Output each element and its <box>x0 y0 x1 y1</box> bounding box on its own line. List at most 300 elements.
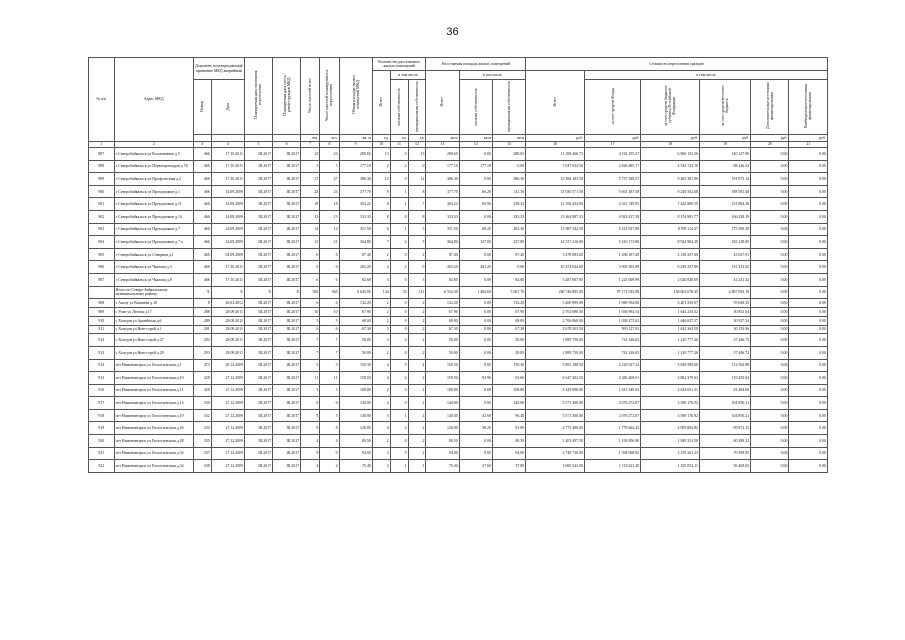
table-row <box>89 307 828 316</box>
cell-num: 466 <box>193 160 211 173</box>
cell-area: 87.40 <box>339 248 372 261</box>
table-row <box>89 248 828 261</box>
cell-c3: 1 825 852.11 <box>641 460 700 473</box>
cell-d2: III.2017 <box>273 173 301 186</box>
cell-n: 911 <box>89 325 115 334</box>
cell-r1: 3 <box>301 384 320 397</box>
cell-c1: 13 987 542.50 <box>526 223 585 236</box>
cell-q2: 0 <box>390 248 408 261</box>
cell-c2: 1 225 009.99 <box>584 273 640 286</box>
cell-a2: 93.90 <box>459 372 492 385</box>
cell-c4: 89 872.15 <box>699 422 750 435</box>
cell-r1: 23 <box>301 148 320 161</box>
cell-a3: 386.30 <box>492 173 525 186</box>
unit-cell: кв.м <box>459 135 492 142</box>
cell-c1: 11 168 466.73 <box>526 148 585 161</box>
cell-a2: 263.20 <box>459 261 492 274</box>
cell-area: 132.20 <box>339 299 372 308</box>
cell-d1: III.2017 <box>244 372 272 385</box>
cell-q2: 2 <box>390 160 408 173</box>
cell-a1: 263.20 <box>426 261 459 274</box>
cell-d1: III.2017 <box>244 307 272 316</box>
cell-c3: 6 866 153.56 <box>641 148 700 161</box>
cell-num: 338 <box>193 460 211 473</box>
cell-c3: 8 924 904.29 <box>641 236 700 249</box>
cell-c6: 0.00 <box>789 307 828 316</box>
cell-a3: 333.33 <box>492 210 525 223</box>
cell-c3: 1 646 657.37 <box>641 316 700 325</box>
table-row <box>89 273 828 286</box>
cell-q2: 1 <box>390 460 408 473</box>
cell-date: 17.10.2011 <box>211 148 244 161</box>
cell-c2: 4 162 185.27 <box>584 148 640 161</box>
header-cost-extra: Дополнительные источники финансирования <box>751 80 789 135</box>
cell-c5: 0.00 <box>751 261 789 274</box>
cell-a3: 81.80 <box>492 422 525 435</box>
cell-date: 28.09.2011 <box>211 307 244 316</box>
cell-d1: III.2017 <box>244 261 272 274</box>
cell-c5: 0.00 <box>751 397 789 410</box>
cell-c1: 15 394 183.50 <box>526 173 585 186</box>
cell-num: 332 <box>193 409 211 422</box>
cell-r1: 4 <box>301 460 320 473</box>
cell-addr: с Усин ул Лесная д.17 <box>114 307 193 316</box>
cell-r1: 6 <box>301 299 320 308</box>
cell-r1: 27 <box>301 173 320 186</box>
cell-date: 27.12.2009 <box>211 384 244 397</box>
cell-c4: 131 413.02 <box>699 261 750 274</box>
cell-d2: III.2017 <box>273 346 301 359</box>
cell-q2: 1 <box>390 223 408 236</box>
cell-a1: 87.40 <box>426 248 459 261</box>
cell-a1: 50.00 <box>426 334 459 347</box>
cell-c5: 0.00 <box>751 435 789 448</box>
cell-a1: 351.50 <box>426 223 459 236</box>
cell-r1: 14 <box>301 223 320 236</box>
cell-c1: 260 746 895.00 <box>526 286 585 299</box>
cell-n: 898 <box>89 160 115 173</box>
cell-a3: 50.00 <box>492 334 525 347</box>
cell-addr: г Северобайкальск ул Северная д.1 <box>114 248 193 261</box>
cell-c1: 2 706 060.00 <box>526 316 585 325</box>
column-number-cell: 20 <box>751 142 789 148</box>
cell-area: 6 643.06 <box>339 286 372 299</box>
cell-q1: 2 <box>372 384 390 397</box>
table-row <box>89 316 828 325</box>
unit-cell: руб. <box>751 135 789 142</box>
unit-cell: кв.м <box>426 135 459 142</box>
cell-c6: 0.00 <box>789 409 828 422</box>
cell-d1: III.2017 <box>244 185 272 198</box>
cell-n: 902 <box>89 210 115 223</box>
cell-r2: 6 <box>320 325 339 334</box>
cell-n: 906 <box>89 261 115 274</box>
cell-n: 915 <box>89 372 115 385</box>
cell-d1: III.2017 <box>244 173 272 186</box>
cell-r1: 5 <box>301 316 320 325</box>
cell-d1: III.2017 <box>244 359 272 372</box>
cell-c1: 10 474 044.00 <box>526 261 585 274</box>
cell-a1: 333.33 <box>426 210 459 223</box>
cell-c4: 88 426.23 <box>699 160 750 173</box>
cell-q2: 0 <box>390 210 408 223</box>
cell-a2: 0.00 <box>459 435 492 448</box>
cell-a2: 38.20 <box>459 422 492 435</box>
cell-r1: 4 <box>301 435 320 448</box>
cell-date: 27.12.2009 <box>211 422 244 435</box>
cell-d1: X <box>244 286 272 299</box>
cell-c6: 0.00 <box>789 273 828 286</box>
unit-cell: руб. <box>789 135 828 142</box>
cell-q1: 2 <box>372 261 390 274</box>
table-row <box>89 334 828 347</box>
cell-a2: 0.00 <box>459 299 492 308</box>
cell-num: 335 <box>193 435 211 448</box>
header-residents: Число жителей всего <box>301 58 320 135</box>
cell-c4: 175 500.29 <box>699 223 750 236</box>
cell-q1: 9 <box>372 185 390 198</box>
cell-a2: 0.00 <box>459 248 492 261</box>
cell-c2: 97 171 035.08 <box>584 286 640 299</box>
cell-n: 917 <box>89 397 115 410</box>
cell-c6: 0.00 <box>789 422 828 435</box>
cell-q3: 1 <box>408 460 426 473</box>
cell-q1: 2 <box>372 299 390 308</box>
cell-c1: 3 478 083.00 <box>526 248 585 261</box>
resettlement-table-wrap <box>88 57 828 473</box>
cell-c1: 15 030 571.50 <box>526 185 585 198</box>
column-number-cell: 17 <box>584 142 640 148</box>
cell-date: 14.09.2009 <box>211 185 244 198</box>
cell-q2: 2 <box>390 236 408 249</box>
cell-d1: III.2017 <box>244 384 272 397</box>
cell-area: 50.00 <box>339 346 372 359</box>
cell-addr: г Северобайкальск ул Проходчиков д.1 <box>114 185 193 198</box>
cell-d1: III.2017 <box>244 198 272 211</box>
cell-q2: 0 <box>390 307 408 316</box>
cell-c1: 4 775 400.00 <box>526 422 585 435</box>
cell-area: 82.60 <box>339 273 372 286</box>
cell-num: 330 <box>193 397 211 410</box>
cell-a2: 66.20 <box>459 185 492 198</box>
cell-n: 909 <box>89 307 115 316</box>
cell-a2: 0.00 <box>459 273 492 286</box>
cell-r2: 21 <box>320 236 339 249</box>
cell-d1: III.2017 <box>244 409 272 422</box>
cell-num: 288 <box>193 307 211 316</box>
cell-c4: 151 884.38 <box>699 198 750 211</box>
cell-a1: 50.00 <box>426 346 459 359</box>
cell-q2: 0 <box>390 384 408 397</box>
unit-cell: руб. <box>699 135 750 142</box>
cell-r2: 5 <box>320 160 339 173</box>
table-header <box>89 58 828 148</box>
header-cost-subject: за счет средств бюджета субъекта Российской Федерации <box>641 80 700 135</box>
cell-a2: 0.00 <box>459 325 492 334</box>
column-number-cell: 16 <box>526 142 585 148</box>
cell-addr: с Хоэгдон ул Нью-строй д.1 <box>114 325 193 334</box>
cell-date: 04.09.2009 <box>211 248 244 261</box>
cell-c2: 2 076 272.87 <box>584 409 640 422</box>
cell-addr: пгт Нижнеангарск ул Геологическая д.11 <box>114 384 193 397</box>
table-row <box>89 325 828 334</box>
cell-addr: г Северобайкальск ул Чкалова д.8 <box>114 273 193 286</box>
unit-cell: кв.м <box>492 135 525 142</box>
cell-a1: 150.30 <box>426 359 459 372</box>
cell-a1: 140.00 <box>426 409 459 422</box>
cell-c1: 4 329 696.00 <box>526 384 585 397</box>
header-cost-fund: за счет средств Фонда <box>584 80 640 135</box>
cell-r2: 5 <box>320 359 339 372</box>
cell-d2: III.2017 <box>273 422 301 435</box>
cell-q2: 0 <box>390 173 408 186</box>
table-row <box>89 160 828 173</box>
cell-d2: III.2017 <box>273 185 301 198</box>
cell-q3: 2 <box>408 299 426 308</box>
cell-c6: 0.00 <box>789 185 828 198</box>
cell-a3: 96.40 <box>492 409 525 422</box>
cell-c2: 3 903 392.99 <box>584 261 640 274</box>
cell-num: 291 <box>193 325 211 334</box>
cell-n: 905 <box>89 248 115 261</box>
cell-c1: 1 989 750.00 <box>526 334 585 347</box>
cell-d1: III.2017 <box>244 210 272 223</box>
cell-q3: 2 <box>408 447 426 460</box>
page-number: 36 <box>446 26 459 38</box>
cell-c5: 0.00 <box>751 248 789 261</box>
cell-q3: 5 <box>408 223 426 236</box>
cell-n: 903 <box>89 223 115 236</box>
cell-a1: 82.60 <box>426 273 459 286</box>
cell-a1: 377.70 <box>426 185 459 198</box>
cell-r1: 6 <box>301 248 320 261</box>
cell-a2: 0.00 <box>459 148 492 161</box>
table-row <box>89 409 828 422</box>
cell-area: 140.00 <box>339 397 372 410</box>
column-number-cell: 19 <box>699 142 750 148</box>
cell-c6: 0.00 <box>789 210 828 223</box>
cell-d1: III.2017 <box>244 460 272 473</box>
cell-date: 28.09.2011 <box>211 316 244 325</box>
cell-q2: 2 <box>390 372 408 385</box>
cell-c6: 0.00 <box>789 384 828 397</box>
cell-n: 901 <box>89 198 115 211</box>
cell-addr: пгт Нижнеангарск ул Геологическая д.14 <box>114 397 193 410</box>
cell-a3: 87.40 <box>492 248 525 261</box>
cell-a1: 140.00 <box>426 397 459 410</box>
column-number-cell: 15 <box>492 142 525 148</box>
units-row <box>89 135 828 142</box>
cell-r1: 13 <box>301 210 320 223</box>
cell-c5: 0.00 <box>751 185 789 198</box>
table-row <box>89 397 828 410</box>
cell-q2: 0 <box>390 435 408 448</box>
cell-c5: 0.00 <box>751 460 789 473</box>
cell-date: X <box>211 286 244 299</box>
cell-c6: 0.00 <box>789 173 828 186</box>
cell-q3: 2 <box>408 307 426 316</box>
cell-area: 108.80 <box>339 384 372 397</box>
cell-d2: III.2017 <box>273 447 301 460</box>
cell-num: 337 <box>193 447 211 460</box>
cell-c4: 37 446.72 <box>699 334 750 347</box>
cell-c3: 4 332 723.10 <box>641 160 700 173</box>
table-row <box>89 460 828 473</box>
cell-q2: 2 <box>390 422 408 435</box>
unit-cell <box>244 135 272 142</box>
cell-c2: 1 394 068.92 <box>584 447 640 460</box>
cell-date: 27.12.2009 <box>211 372 244 385</box>
cell-c2: 1 118 221.20 <box>584 460 640 473</box>
cell-a3: 0.00 <box>492 261 525 274</box>
cell-addr: пгт Нижнеангарск ул Геологическая д.33 <box>114 447 193 460</box>
header-cost-total: Всего <box>526 71 585 135</box>
cell-c2: 5 410 173.86 <box>584 236 640 249</box>
cell-r2: 9 <box>320 447 339 460</box>
header-cost-excess: Внебюджетные источники финансирования <box>789 80 828 135</box>
cell-area: 377.70 <box>339 185 372 198</box>
cell-d1: III.2017 <box>244 397 272 410</box>
cell-c5: 0.00 <box>751 325 789 334</box>
cell-date: 17.10.2011 <box>211 261 244 274</box>
cell-date: 17.10.2011 <box>211 160 244 173</box>
cell-c6: 0.00 <box>789 198 828 211</box>
column-number-cell: 5 <box>244 142 272 148</box>
cell-addr: г Северобайкальск ул Проходчиков д.7 а <box>114 236 193 249</box>
cell-addr: Итого по Северо-Байкальскому муниципальному району: <box>114 286 193 299</box>
unit-cell: кв. м <box>339 135 372 142</box>
header-doc-date: Дата <box>211 80 244 135</box>
cell-d2: III.2017 <box>273 325 301 334</box>
cell-c4: 41 241.32 <box>699 273 750 286</box>
cell-c5: 0.00 <box>751 210 789 223</box>
cell-date: 14.09.2009 <box>211 198 244 211</box>
cell-a3: 108.80 <box>492 384 525 397</box>
cell-r2: 4 <box>320 460 339 473</box>
cell-num: 473 <box>193 359 211 372</box>
unit-cell: руб. <box>526 135 585 142</box>
cell-r2: 6 <box>320 248 339 261</box>
cell-q1: 2 <box>372 325 390 334</box>
cell-d1: III.2017 <box>244 334 272 347</box>
cell-d2: III.2017 <box>273 435 301 448</box>
column-number-cell: 10 <box>372 142 390 148</box>
cell-a2: 0.00 <box>459 334 492 347</box>
cell-n: 921 <box>89 447 115 460</box>
cell-q2: 0 <box>390 346 408 359</box>
cell-d1: III.2017 <box>244 299 272 308</box>
cell-a3: 283.30 <box>492 223 525 236</box>
table-row <box>89 236 828 249</box>
column-number-cell: 9 <box>339 142 372 148</box>
cell-n: 914 <box>89 359 115 372</box>
cell-q2: 0 <box>390 273 408 286</box>
cell-area: 150.30 <box>339 359 372 372</box>
cell-num: 8 <box>193 299 211 308</box>
cell-r2: 6 <box>320 299 339 308</box>
cell-n: 916 <box>89 384 115 397</box>
cell-a3: 238.32 <box>492 198 525 211</box>
cell-c3: 8 154 981.77 <box>641 210 700 223</box>
cell-q1: 4 <box>372 372 390 385</box>
cell-q1: 6 <box>372 223 390 236</box>
cell-r1: 18 <box>301 198 320 211</box>
cell-q3: 4 <box>408 359 426 372</box>
cell-r2: 23 <box>320 185 339 198</box>
cell-c1: 2 678 203.50 <box>526 325 585 334</box>
cell-area: 75.40 <box>339 460 372 473</box>
cell-d1: III.2017 <box>244 248 272 261</box>
cell-q1: 2 <box>372 307 390 316</box>
cell-q3: 13 <box>408 148 426 161</box>
cell-q3: 2 <box>408 334 426 347</box>
cell-c6: 0.00 <box>789 325 828 334</box>
unit-cell: чел. <box>301 135 320 142</box>
cell-r2: 10 <box>320 307 339 316</box>
cell-q3: 2 <box>408 397 426 410</box>
cell-a3: 65.60 <box>492 372 525 385</box>
cell-c2: 993 127.93 <box>584 325 640 334</box>
cell-q1: 4 <box>372 359 390 372</box>
cell-r2: 7 <box>320 334 339 347</box>
column-number-cell: 21 <box>789 142 828 148</box>
cell-q1: 12 <box>372 173 390 186</box>
cell-n: 919 <box>89 422 115 435</box>
cell-c4: 166 428.19 <box>699 210 750 223</box>
cell-a3: 5 067.70 <box>492 286 525 299</box>
column-number-cell: 2 <box>114 142 193 148</box>
cell-r2: 13 <box>320 210 339 223</box>
cell-q2: 33 <box>390 286 408 299</box>
cell-q1: 2 <box>372 160 390 173</box>
cell-n: 907 <box>89 273 115 286</box>
cell-area: 159.50 <box>339 372 372 385</box>
cell-d2: III.2017 <box>273 316 301 325</box>
cell-q3: 2 <box>408 372 426 385</box>
cell-c5: 0.00 <box>751 286 789 299</box>
cell-c6: 0.00 <box>789 460 828 473</box>
cell-q1: 7 <box>372 236 390 249</box>
cell-r2: 365 <box>320 286 339 299</box>
cell-c1: 5 571 300.00 <box>526 409 585 422</box>
unit-cell <box>273 135 301 142</box>
cell-a2: 0.00 <box>459 346 492 359</box>
cell-d2: III.2017 <box>273 148 301 161</box>
cell-q1: 2 <box>372 460 390 473</box>
cell-num: 328 <box>193 372 211 385</box>
table-body <box>89 148 828 473</box>
cell-d1: III.2017 <box>244 160 272 173</box>
cell-num: 466 <box>193 273 211 286</box>
cell-c2: 1 296 187.49 <box>584 248 640 261</box>
cell-c3: 9 240 502.68 <box>641 185 700 198</box>
cell-num: 466 <box>193 148 211 161</box>
cell-r2: 11 <box>320 372 339 385</box>
cell-c5: 0.00 <box>751 223 789 236</box>
cell-d2: III.2017 <box>273 397 301 410</box>
cell-addr: г Северобайкальск ул Космонавтов д.5 <box>114 148 193 161</box>
cell-addr: пгт Нижнеангарск ул Геологическая д.19 <box>114 409 193 422</box>
cell-c1: 14 517 216.00 <box>526 236 585 249</box>
cell-n: 904 <box>89 236 115 249</box>
cell-r1: 6 <box>301 397 320 410</box>
cell-r1: 365 <box>301 286 320 299</box>
cell-num: 466 <box>193 223 211 236</box>
cell-c4: 182 138.85 <box>699 236 750 249</box>
cell-addr: г Северобайкальск ул Первопроходцев д.7Б <box>114 160 193 173</box>
cell-num: 466 <box>193 236 211 249</box>
cell-d2: III.2017 <box>273 384 301 397</box>
